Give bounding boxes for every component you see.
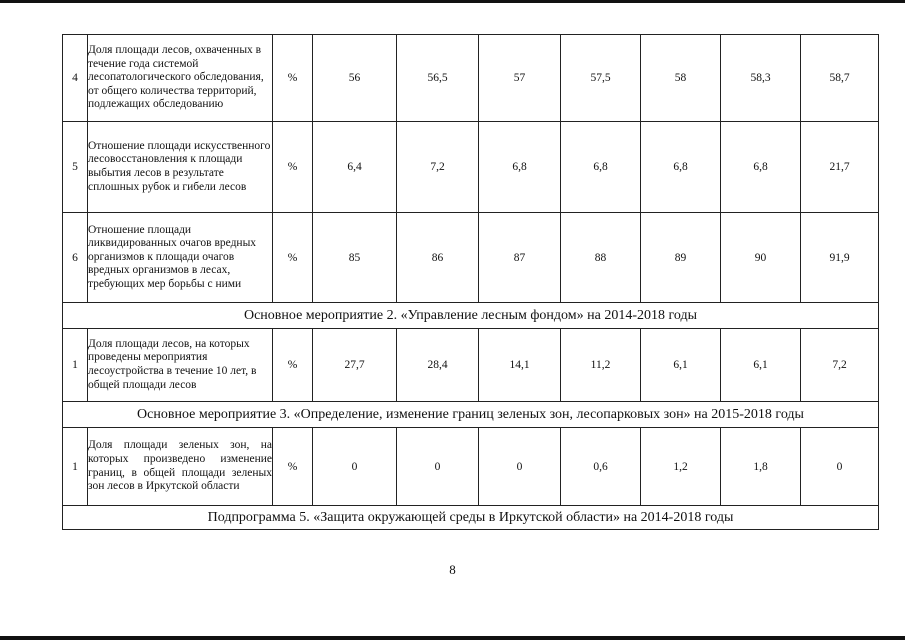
value-cell: 0: [397, 428, 479, 506]
page-number: 8: [449, 562, 456, 577]
value-cell: 58: [641, 35, 721, 122]
value-cell: 89: [641, 213, 721, 303]
value-cell: 6,1: [721, 329, 801, 402]
value-cell: 0: [313, 428, 397, 506]
value-cell: 11,2: [561, 329, 641, 402]
row-number: 5: [63, 122, 88, 213]
value-cell: 86: [397, 213, 479, 303]
unit-cell: %: [273, 428, 313, 506]
value-cell: 57,5: [561, 35, 641, 122]
value-cell: 56,5: [397, 35, 479, 122]
unit-cell: %: [273, 35, 313, 122]
value-cell: 28,4: [397, 329, 479, 402]
row-number: 1: [63, 329, 88, 402]
section-heading-row: [63, 303, 879, 329]
indicator-name: Отношение площади ликвидированных очагов вредных организмов к площади очагов вредных организмов в лесах, требующих мер борьбы с ними: [88, 213, 273, 303]
value-cell: 0: [479, 428, 561, 506]
value-cell: 87: [479, 213, 561, 303]
value-cell: 1,2: [641, 428, 721, 506]
row-number: 1: [63, 428, 88, 506]
value-cell: 85: [313, 213, 397, 303]
table-row: [63, 329, 879, 402]
unit-cell: %: [273, 213, 313, 303]
section-heading: Основное мероприятие 2. «Управление лесным фондом» на 2014-2018 годы: [63, 303, 879, 329]
value-cell: 7,2: [801, 329, 879, 402]
indicator-name: Доля площади зеленых зон, на которых произведено изменение границ, в общей площади зеленых зон лесов в Иркутской области: [88, 428, 273, 506]
table-row: [63, 35, 879, 122]
subprogram-heading: Подпрограмма 5. «Защита окружающей среды в Иркутской области» на 2014-2018 годы: [63, 506, 879, 530]
value-cell: 6,8: [641, 122, 721, 213]
indicator-name: Отношение площади искусственного лесовосстановления к площади выбытия лесов в результате сплошных рубок и гибели лесов: [88, 122, 273, 213]
value-cell: 58,7: [801, 35, 879, 122]
indicator-name: Доля площади лесов, на которых проведены мероприятия лесоустройства в течение 10 лет, в общей площади лесов: [88, 329, 273, 402]
value-cell: 90: [721, 213, 801, 303]
unit-cell: %: [273, 329, 313, 402]
scan-border-bottom: [0, 636, 905, 640]
table-row: [63, 428, 879, 506]
unit-cell: %: [273, 122, 313, 213]
value-cell: 6,1: [641, 329, 721, 402]
section-heading: Основное мероприятие 3. «Определение, изменение границ зеленых зон, лесопарковых зон» на 2015-2018 годы: [63, 402, 879, 428]
value-cell: 58,3: [721, 35, 801, 122]
value-cell: 6,8: [479, 122, 561, 213]
section-heading-row: [63, 506, 879, 530]
indicator-name: Доля площади лесов, охваченных в течение года системой лесопатологического обследования, от общего количества территорий, подлежащих обследованию: [88, 35, 273, 122]
value-cell: 27,7: [313, 329, 397, 402]
indicators-table: [62, 34, 879, 530]
value-cell: 6,4: [313, 122, 397, 213]
value-cell: 1,8: [721, 428, 801, 506]
value-cell: 57: [479, 35, 561, 122]
table-row: [63, 122, 879, 213]
value-cell: 0,6: [561, 428, 641, 506]
value-cell: 21,7: [801, 122, 879, 213]
value-cell: 6,8: [721, 122, 801, 213]
row-number: 4: [63, 35, 88, 122]
value-cell: 0: [801, 428, 879, 506]
row-number: 6: [63, 213, 88, 303]
value-cell: 6,8: [561, 122, 641, 213]
value-cell: 88: [561, 213, 641, 303]
value-cell: 91,9: [801, 213, 879, 303]
value-cell: 56: [313, 35, 397, 122]
value-cell: 14,1: [479, 329, 561, 402]
table-row: [63, 213, 879, 303]
value-cell: 7,2: [397, 122, 479, 213]
section-heading-row: [63, 402, 879, 428]
scan-border-top: [0, 0, 905, 3]
